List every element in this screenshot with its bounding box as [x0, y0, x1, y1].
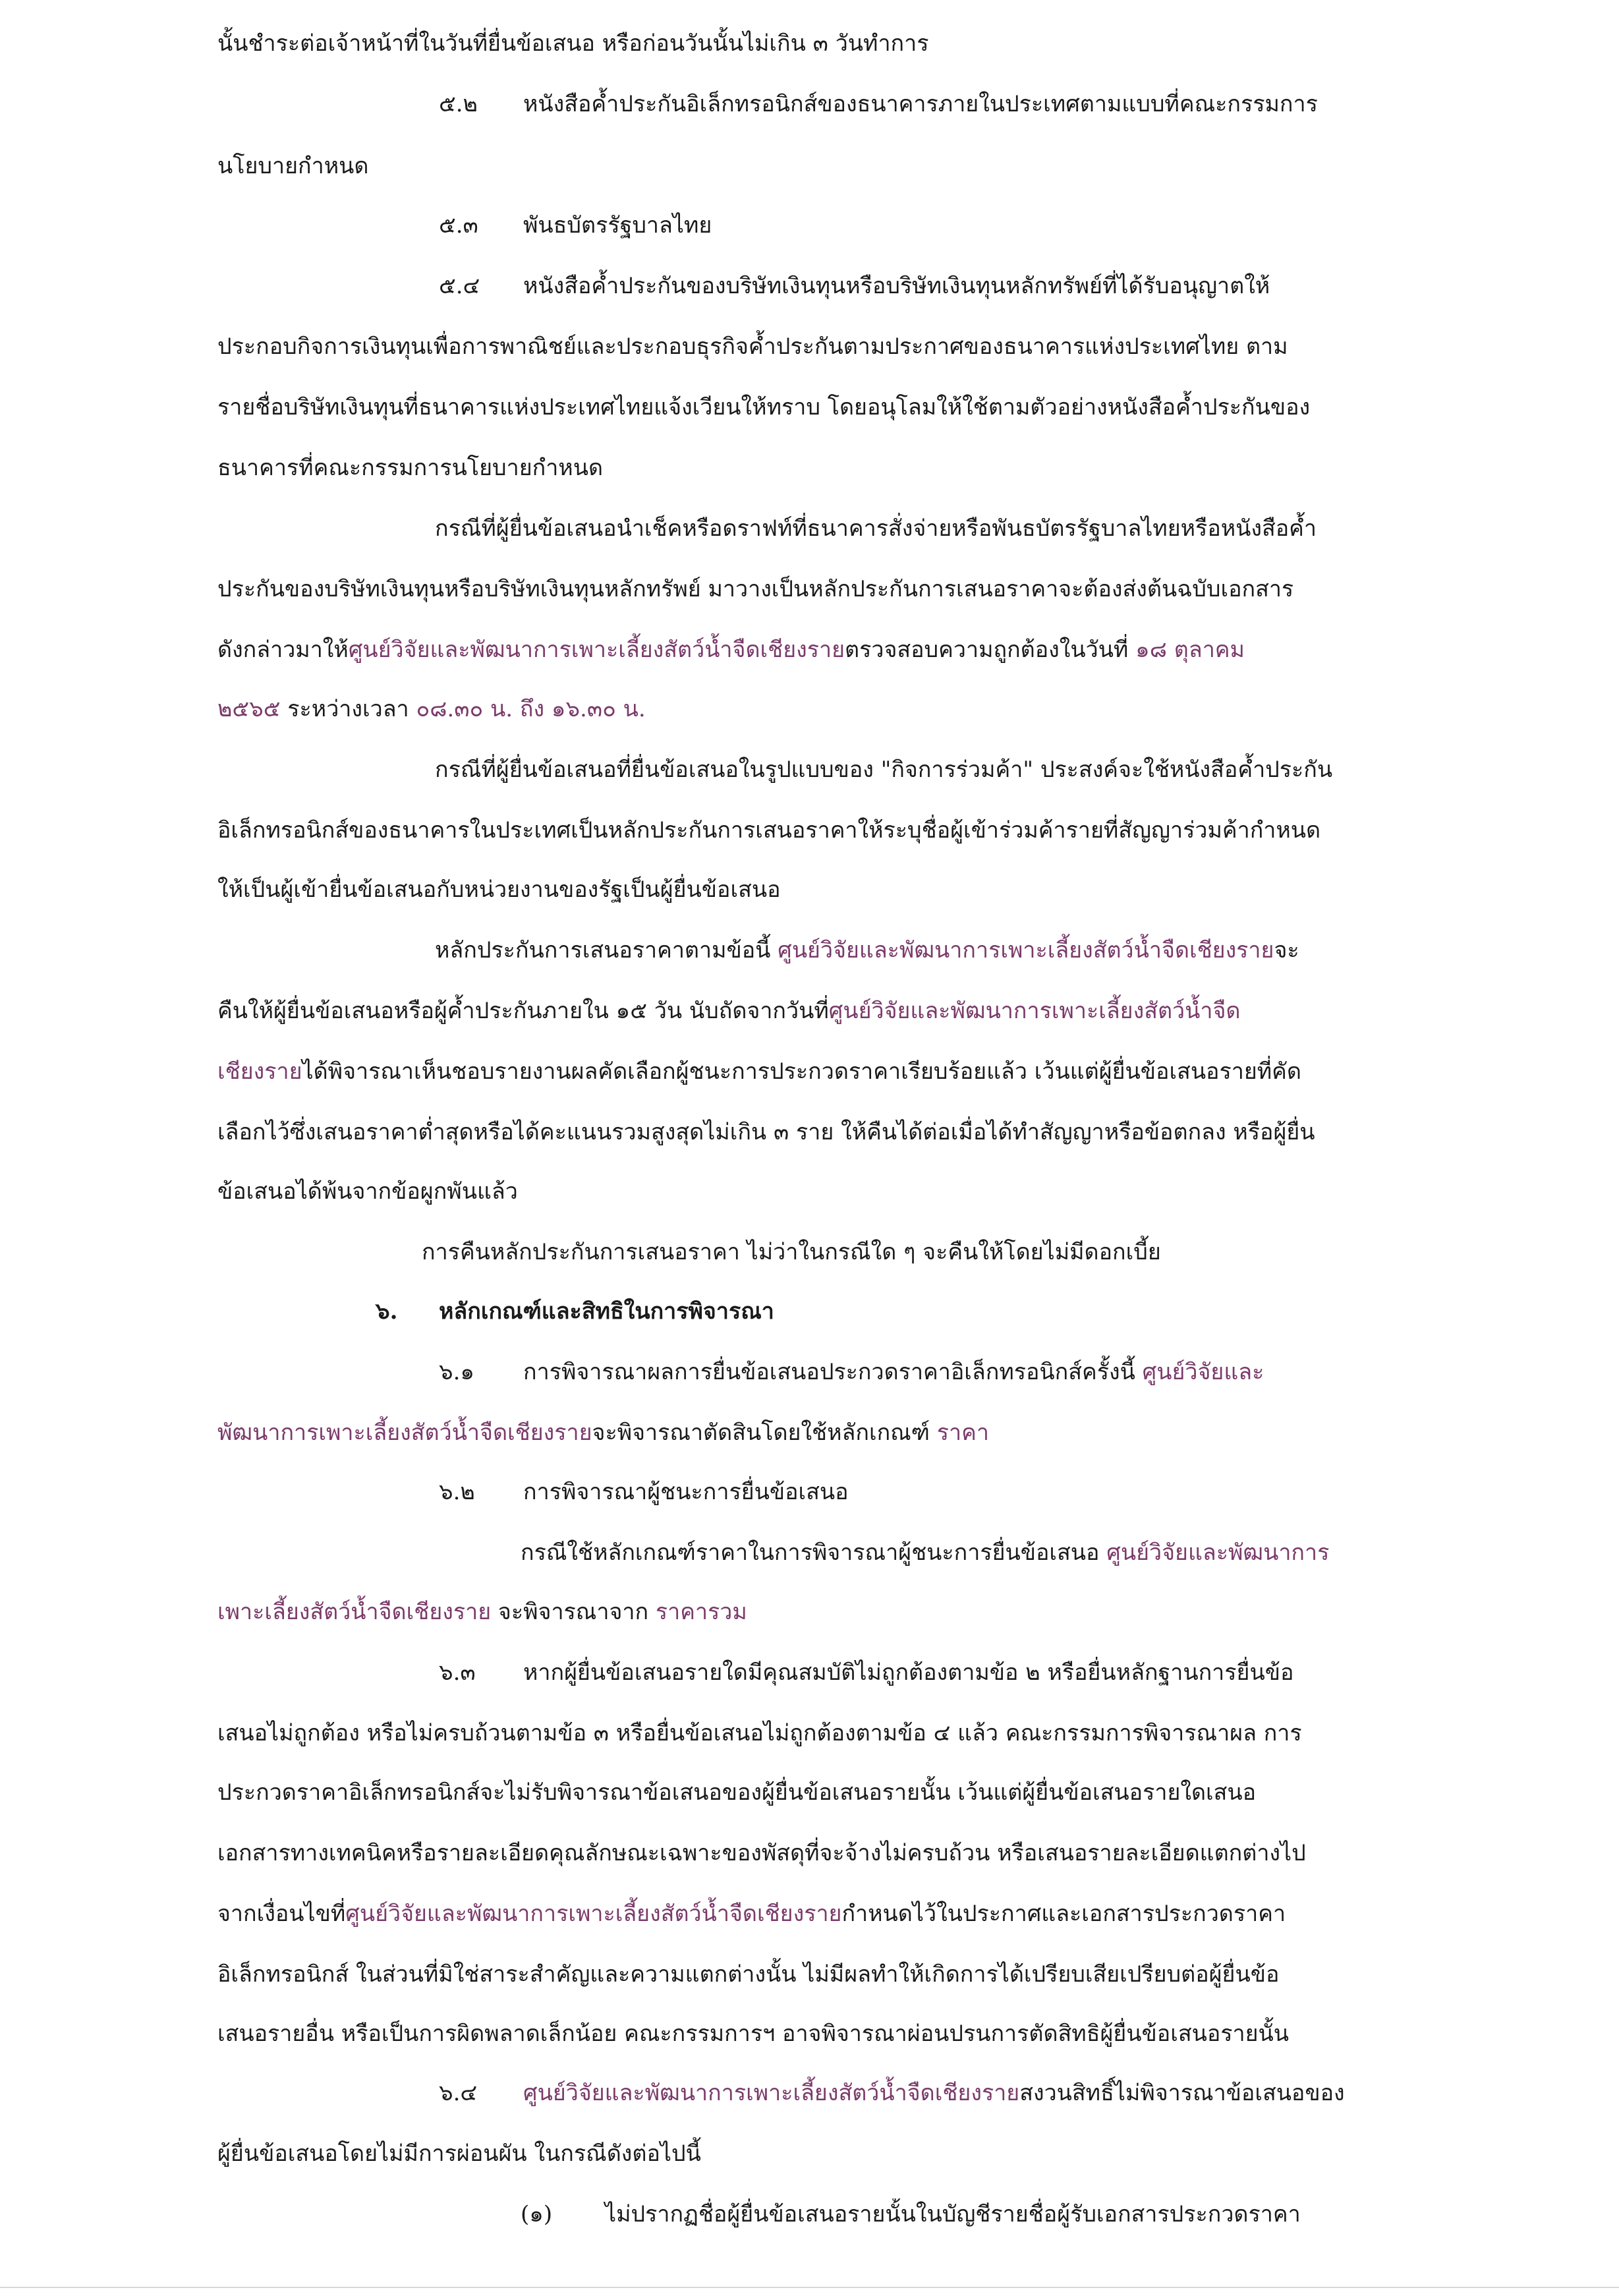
text-line: ประกันของบริษัทเงินทุนหรือบริษัทเงินทุนหลักทรัพย์ มาวางเป็นหลักประกันการเสนอราคาจะต้องส่งต้นฉบับเอกสาร: [217, 576, 1294, 602]
text-line: ดังกล่าวมาให้ศูนย์วิจัยและพัฒนาการเพาะเลี้ยงสัตว์น้ำจืดเชียงรายตรวจสอบความถูกต้องในวันที่ ๑๘ ตุลาคม: [217, 637, 1245, 663]
agency-name: ศูนย์วิจัยและพัฒนาการเพาะเลี้ยงสัตว์น้ำจืดเชียงราย: [523, 2080, 1020, 2106]
item-1: (๑) ไม่ปรากฏชื่อผู้ยื่นข้อเสนอรายนั้นในบัญชีรายชื่อผู้รับเอกสารประกวดราคา: [521, 2198, 1423, 2230]
clause-5-3: ๕.๓ พันธบัตรรัฐบาลไทย: [439, 210, 1619, 241]
clause-number: ๕.๔: [439, 273, 480, 299]
clause-5-2: ๕.๒ หนังสือค้ำประกันอิเล็กทรอนิกส์ของธนาคารภายในประเทศตามแบบที่คณะกรรมการ: [439, 88, 1619, 120]
text-line: กรณีใช้หลักเกณฑ์ราคาในการพิจารณาผู้ชนะการยื่นข้อเสนอ ศูนย์วิจัยและพัฒนาการ: [521, 1539, 1330, 1566]
text-line: อิเล็กทรอนิกส์ของธนาคารในประเทศเป็นหลักประกันการเสนอราคาให้ระบุชื่อผู้เข้าร่วมค้ารายที่สัญญาร่วมค้ากำหนด: [217, 817, 1321, 844]
clause-number: ๖.๒: [439, 1479, 475, 1505]
text-line: กรณีที่ผู้ยื่นข้อเสนอที่ยื่นข้อเสนอในรูปแบบของ "กิจการร่วมค้า" ประสงค์จะใช้หนังสือค้ำประกัน: [435, 757, 1333, 783]
date-text: ๑๘ ตุลาคม: [1135, 637, 1245, 663]
text-line: เพาะเลี้ยงสัตว์น้ำจืดเชียงราย จะพิจารณาจาก ราคารวม: [217, 1599, 747, 1625]
clause-6-1: ๖.๑ การพิจารณาผลการยื่นข้อเสนอประกวดราคาอิเล็กทรอนิกส์ครั้งนี้ ศูนย์วิจัยและ: [439, 1356, 1619, 1388]
text-line: นั้นชำระต่อเจ้าหน้าที่ในวันที่ยื่นข้อเสนอ หรือก่อนวันนั้นไม่เกิน ๓ วันทำการ: [217, 30, 929, 57]
clause-number: ๖.๔: [439, 2080, 478, 2106]
text-line: เสนอรายอื่น หรือเป็นการผิดพลาดเล็กน้อย คณะกรรมการฯ อาจพิจารณาผ่อนปรนการตัดสิทธิผู้ยื่นข้อเสนอรายนั้น: [217, 2021, 1290, 2047]
text-line: เสนอไม่ถูกต้อง หรือไม่ครบถ้วนตามข้อ ๓ หรือยื่นข้อเสนอไม่ถูกต้องตามข้อ ๔ แล้ว คณะกรรมการพิจารณาผล การ: [217, 1720, 1302, 1746]
text-line: ประกอบกิจการเงินทุนเพื่อการพาณิชย์และประกอบธุรกิจค้ำประกันตามประกาศของธนาคารแห่งประเทศไทย ตาม: [217, 333, 1288, 360]
text-line: ให้เป็นผู้เข้ายื่นข้อเสนอกับหน่วยงานของรัฐเป็นผู้ยื่นข้อเสนอ: [217, 876, 781, 903]
agency-name: เชียงราย: [217, 1058, 302, 1085]
agency-name: ศูนย์วิจัยและพัฒนาการเพาะเลี้ยงสัตว์น้ำจืด: [828, 998, 1241, 1024]
clause-number: ๕.๒: [439, 91, 478, 117]
agency-name: ศูนย์วิจัยและพัฒนาการเพาะเลี้ยงสัตว์น้ำจืดเชียงราย: [348, 637, 845, 663]
clause-number: ๖.๑: [439, 1359, 474, 1385]
text-line: รายชื่อบริษัทเงินทุนที่ธนาคารแห่งประเทศไทยแจ้งเวียนให้ทราบ โดยอนุโลมให้ใช้ตามตัวอย่างหนังสือค้ำประกันของ: [217, 394, 1311, 420]
text-line: อิเล็กทรอนิกส์ ในส่วนที่มิใช่สาระสำคัญและความแตกต่างนั้น ไม่มีผลทำให้เกิดการได้เปรียบเสียเปรียบต่อผู้ยื่นข้อ: [217, 1961, 1280, 1988]
year-text: ๒๕๖๕: [217, 696, 281, 722]
agency-name: ศูนย์วิจัยและพัฒนาการเพาะเลี้ยงสัตว์น้ำจืดเชียงราย: [345, 1901, 842, 1927]
text-line: พัฒนาการเพาะเลี้ยงสัตว์น้ำจืดเชียงรายจะพิจารณาตัดสินโดยใช้หลักเกณฑ์ ราคา: [217, 1420, 989, 1446]
text-line: ข้อเสนอได้พ้นจากข้อผูกพันแล้ว: [217, 1178, 518, 1205]
time-text: ๐๘.๓๐ น. ถึง ๑๖.๓๐ น.: [416, 696, 646, 722]
text-line: ประกวดราคาอิเล็กทรอนิกส์จะไม่รับพิจารณาข้อเสนอของผู้ยื่นข้อเสนอรายนั้น เว้นแต่ผู้ยื่นข้อเสนอรายใดเสนอ: [217, 1779, 1257, 1806]
criteria-text: ราคา: [936, 1420, 989, 1446]
text-line: เลือกไว้ซึ่งเสนอราคาต่ำสุดหรือได้คะแนนรวมสูงสุดไม่เกิน ๓ ราย ให้คืนได้ต่อเมื่อได้ทำสัญญาหรือข้อตกลง หรือผู้ยื่น: [217, 1119, 1315, 1145]
agency-name: เพาะเลี้ยงสัตว์น้ำจืดเชียงราย: [217, 1599, 492, 1625]
text-line: ๒๕๖๕ ระหว่างเวลา ๐๘.๓๐ น. ถึง ๑๖.๓๐ น.: [217, 696, 646, 722]
section-heading-6: ๖. หลักเกณฑ์และสิทธิในการพิจารณา: [376, 1296, 1581, 1327]
clause-6-4: ๖.๔ ศูนย์วิจัยและพัฒนาการเพาะเลี้ยงสัตว์น้ำจืดเชียงรายสงวนสิทธิ์ไม่พิจารณาข้อเสนอของ: [439, 2077, 1619, 2109]
clause-number: ๕.๓: [439, 212, 478, 239]
text-line: หลักประกันการเสนอราคาตามข้อนี้ ศูนย์วิจัยและพัฒนาการเพาะเลี้ยงสัตว์น้ำจืดเชียงรายจะ: [435, 937, 1299, 963]
text-line: ผู้ยื่นข้อเสนอโดยไม่มีการผ่อนผัน ในกรณีดังต่อไปนี้: [217, 2140, 701, 2167]
text-line: เชียงรายได้พิจารณาเห็นชอบรายงานผลคัดเลือกผู้ชนะการประกวดราคาเรียบร้อยแล้ว เว้นแต่ผู้ยื่นข้อเสนอรายที่คัด: [217, 1058, 1301, 1085]
text-line: ธนาคารที่คณะกรรมการนโยบายกำหนด: [217, 455, 604, 481]
agency-name: ศูนย์วิจัยและพัฒนาการ: [1106, 1539, 1330, 1566]
clause-6-2: ๖.๒ การพิจารณาผู้ชนะการยื่นข้อเสนอ: [439, 1476, 1619, 1508]
text-line: เอกสารทางเทคนิคหรือรายละเอียดคุณลักษณะเฉพาะของพัสดุที่จะจ้างไม่ครบถ้วน หรือเสนอรายละเอียดแตกต่างไป: [217, 1840, 1306, 1866]
text-line: จากเงื่อนไขที่ศูนย์วิจัยและพัฒนาการเพาะเลี้ยงสัตว์น้ำจืดเชียงรายกำหนดไว้ในประกาศและเอกสารประกวดราคา: [217, 1901, 1286, 1927]
section-number: ๖.: [376, 1298, 398, 1325]
agency-name: ศูนย์วิจัยและ: [1142, 1359, 1264, 1385]
text-line: กรณีที่ผู้ยื่นข้อเสนอนำเช็คหรือดราฟท์ที่ธนาคารสั่งจ่ายหรือพันธบัตรรัฐบาลไทยหรือหนังสือค้ำ: [435, 515, 1317, 542]
text-line: คืนให้ผู้ยื่นข้อเสนอหรือผู้ค้ำประกันภายใน ๑๕ วัน นับถัดจากวันที่ศูนย์วิจัยและพัฒนาการเพาะเลี้ยงสัตว์น้ำจืด: [217, 998, 1241, 1024]
clause-6-3: ๖.๓ หากผู้ยื่นข้อเสนอรายใดมีคุณสมบัติไม่ถูกต้องตามข้อ ๒ หรือยื่นหลักฐานการยื่นข้อ: [439, 1657, 1619, 1688]
text-line: การคืนหลักประกันการเสนอราคา ไม่ว่าในกรณีใด ๆ จะคืนให้โดยไม่มีดอกเบี้ย: [422, 1239, 1161, 1265]
clause-number: ๖.๓: [439, 1659, 476, 1686]
item-number: (๑): [521, 2201, 553, 2227]
clause-5-4: ๕.๔ หนังสือค้ำประกันของบริษัทเงินทุนหรือบริษัทเงินทุนหลักทรัพย์ที่ได้รับอนุญาตให้: [439, 270, 1619, 302]
page-edge-rule: [0, 2287, 1619, 2288]
text-line: นโยบายกำหนด: [217, 153, 369, 179]
agency-name: ศูนย์วิจัยและพัฒนาการเพาะเลี้ยงสัตว์น้ำจืดเชียงราย: [778, 937, 1274, 963]
agency-name: พัฒนาการเพาะเลี้ยงสัตว์น้ำจืดเชียงราย: [217, 1420, 592, 1446]
criteria-text: ราคารวม: [655, 1599, 747, 1625]
